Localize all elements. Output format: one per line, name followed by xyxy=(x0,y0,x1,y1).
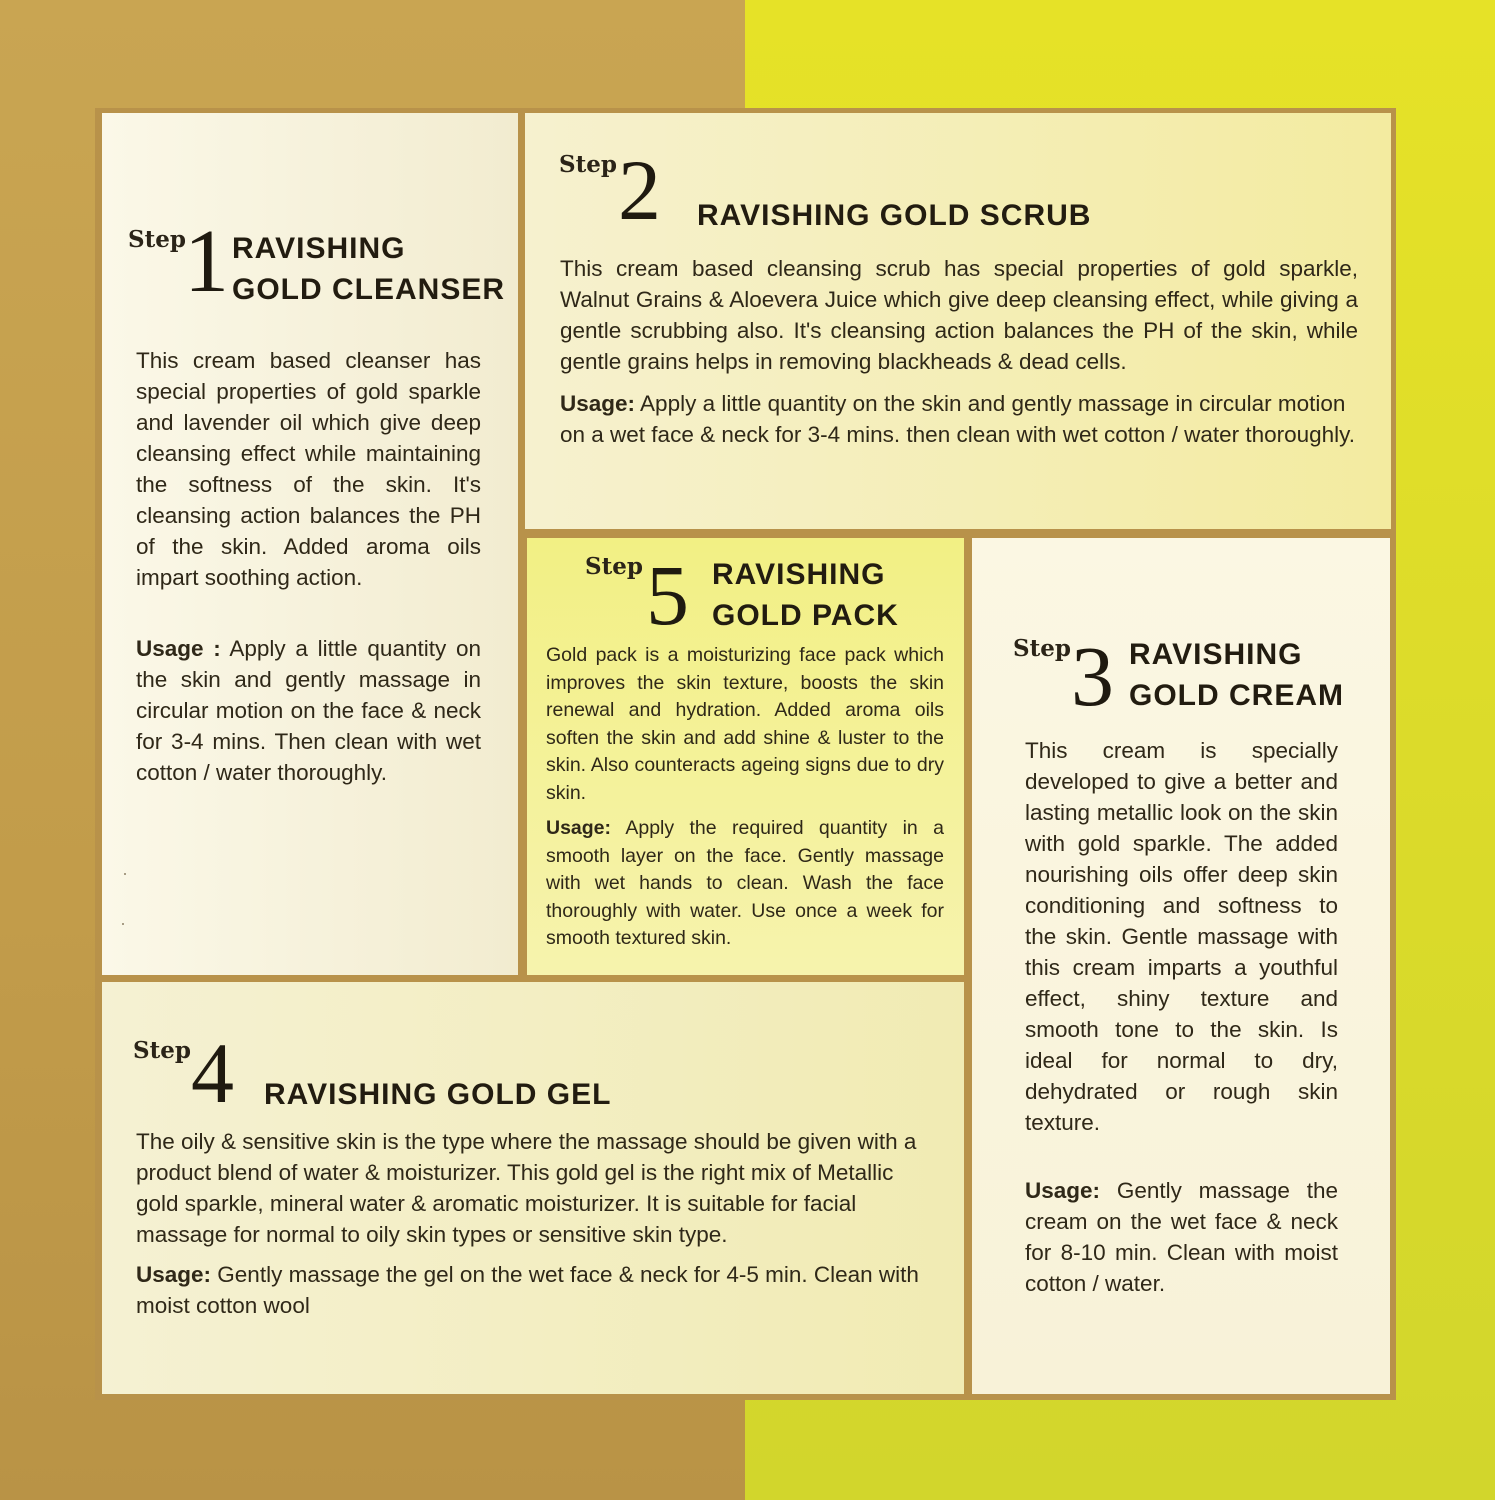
step4-usage xyxy=(136,1259,936,1321)
step3-title-line1: RAVISHING xyxy=(1129,638,1303,671)
step2-usage-text: Apply a little quantity on the skin and gently massage in circular motion on a wet face & neck for 3-4 mins. then clean with wet cotton / water thoroughly. xyxy=(560,391,1355,447)
step4-panel xyxy=(102,982,964,1394)
step5-title-line2: GOLD PACK xyxy=(712,599,899,632)
step3-description: This cream is specially developed to give a better and lasting metallic look on the skin with gold sparkle. The added nourishing oils offer deep skin conditioning and softness to the skin. Gentle massage with this cream imparts a youthful effect, shiny texture and smooth tone to the skin. Is ideal for normal to dry, dehydrated or rough skin texture. xyxy=(1025,738,1338,1135)
step5-panel xyxy=(527,538,964,975)
step1-number: 1 xyxy=(184,212,229,311)
step3-usage-text: Gently massage the cream on the wet face & neck for 8-10 min. Clean with moist cotton / water. xyxy=(1025,1178,1338,1296)
step4-title: RAVISHING GOLD GEL xyxy=(264,1078,612,1111)
step5-title xyxy=(712,554,899,636)
step1-title xyxy=(232,228,505,310)
step2-usage-label: Usage: xyxy=(560,391,636,416)
step2-step-word: Step xyxy=(559,151,617,178)
step3-panel xyxy=(972,538,1390,1394)
step1-usage-text: Apply a little quantity on the skin and gently massage in circular motion on the face & neck for 3-4 mins. Then clean with wet cotton / water thoroughly. xyxy=(136,636,482,785)
step1-title-line1: RAVISHING xyxy=(232,232,406,265)
step5-usage-label: Usage: xyxy=(546,817,612,839)
step4-description: The oily & sensitive skin is the type where the massage should be given with a product blend of water & moisturizer. This gold gel is the right mix of Metallic gold sparkle, mineral water & aromatic moisturizer. It is suitable for facial massage for normal to oily skin types or sensitive skin type. xyxy=(136,1129,917,1247)
speck xyxy=(124,873,126,875)
step3-usage xyxy=(1025,1175,1338,1299)
step5-usage xyxy=(546,815,944,953)
step1-usage-label: Usage : xyxy=(136,636,221,661)
step4-usage-label: Usage: xyxy=(136,1262,212,1287)
step2-title: RAVISHING GOLD SCRUB xyxy=(697,199,1092,232)
step5-step-word: Step xyxy=(585,553,643,580)
step2-description: This cream based cleansing scrub has special properties of gold sparkle, Walnut Grains & Aloevera Juice which give deep cleansing effect, while giving a gentle scrubbing also. It's cleansing action balances the PH of the skin, while gentle grains helps in removing blackheads & dead cells. xyxy=(560,256,1358,374)
step3-number: 3 xyxy=(1071,628,1114,724)
step2-panel xyxy=(525,113,1391,529)
step2-number: 2 xyxy=(618,142,661,238)
step3-title xyxy=(1129,634,1344,716)
step1-step-word: Step xyxy=(128,226,186,253)
step3-title-line2: GOLD CREAM xyxy=(1129,679,1344,712)
step1-description: This cream based cleanser has special properties of gold sparkle and lavender oil which give deep cleansing effect while maintaining the softness of the skin. It's cleansing action balances the PH of the skin. Added aroma oils impart soothing action. xyxy=(136,348,481,590)
step4-step-word: Step xyxy=(133,1037,191,1064)
step3-step-word: Step xyxy=(1013,635,1071,662)
step1-panel xyxy=(102,113,518,975)
step5-description: Gold pack is a moisturizing face pack which improves the skin texture, boosts the skin renewal and hydration. Added aroma oils soften the skin and add shine & luster to the skin. Also counteracts ageing signs due to dry skin. xyxy=(546,644,944,804)
speck xyxy=(122,923,124,925)
step5-number: 5 xyxy=(646,547,689,643)
step1-usage xyxy=(136,633,481,788)
step5-usage-text: Apply the required quantity in a smooth layer on the face. Gently massage with wet hands to clean. Wash the face thoroughly with water. Use once a week for smooth textured skin. xyxy=(546,817,945,949)
step5-title-line1: RAVISHING xyxy=(712,558,886,591)
step4-number: 4 xyxy=(191,1025,234,1121)
step3-usage-label: Usage: xyxy=(1025,1178,1101,1203)
step1-title-line2: GOLD CLEANSER xyxy=(232,273,506,306)
step2-usage xyxy=(560,388,1358,450)
step4-usage-text: Gently massage the gel on the wet face & neck for 4-5 min. Clean with moist cotton wool xyxy=(136,1262,919,1318)
